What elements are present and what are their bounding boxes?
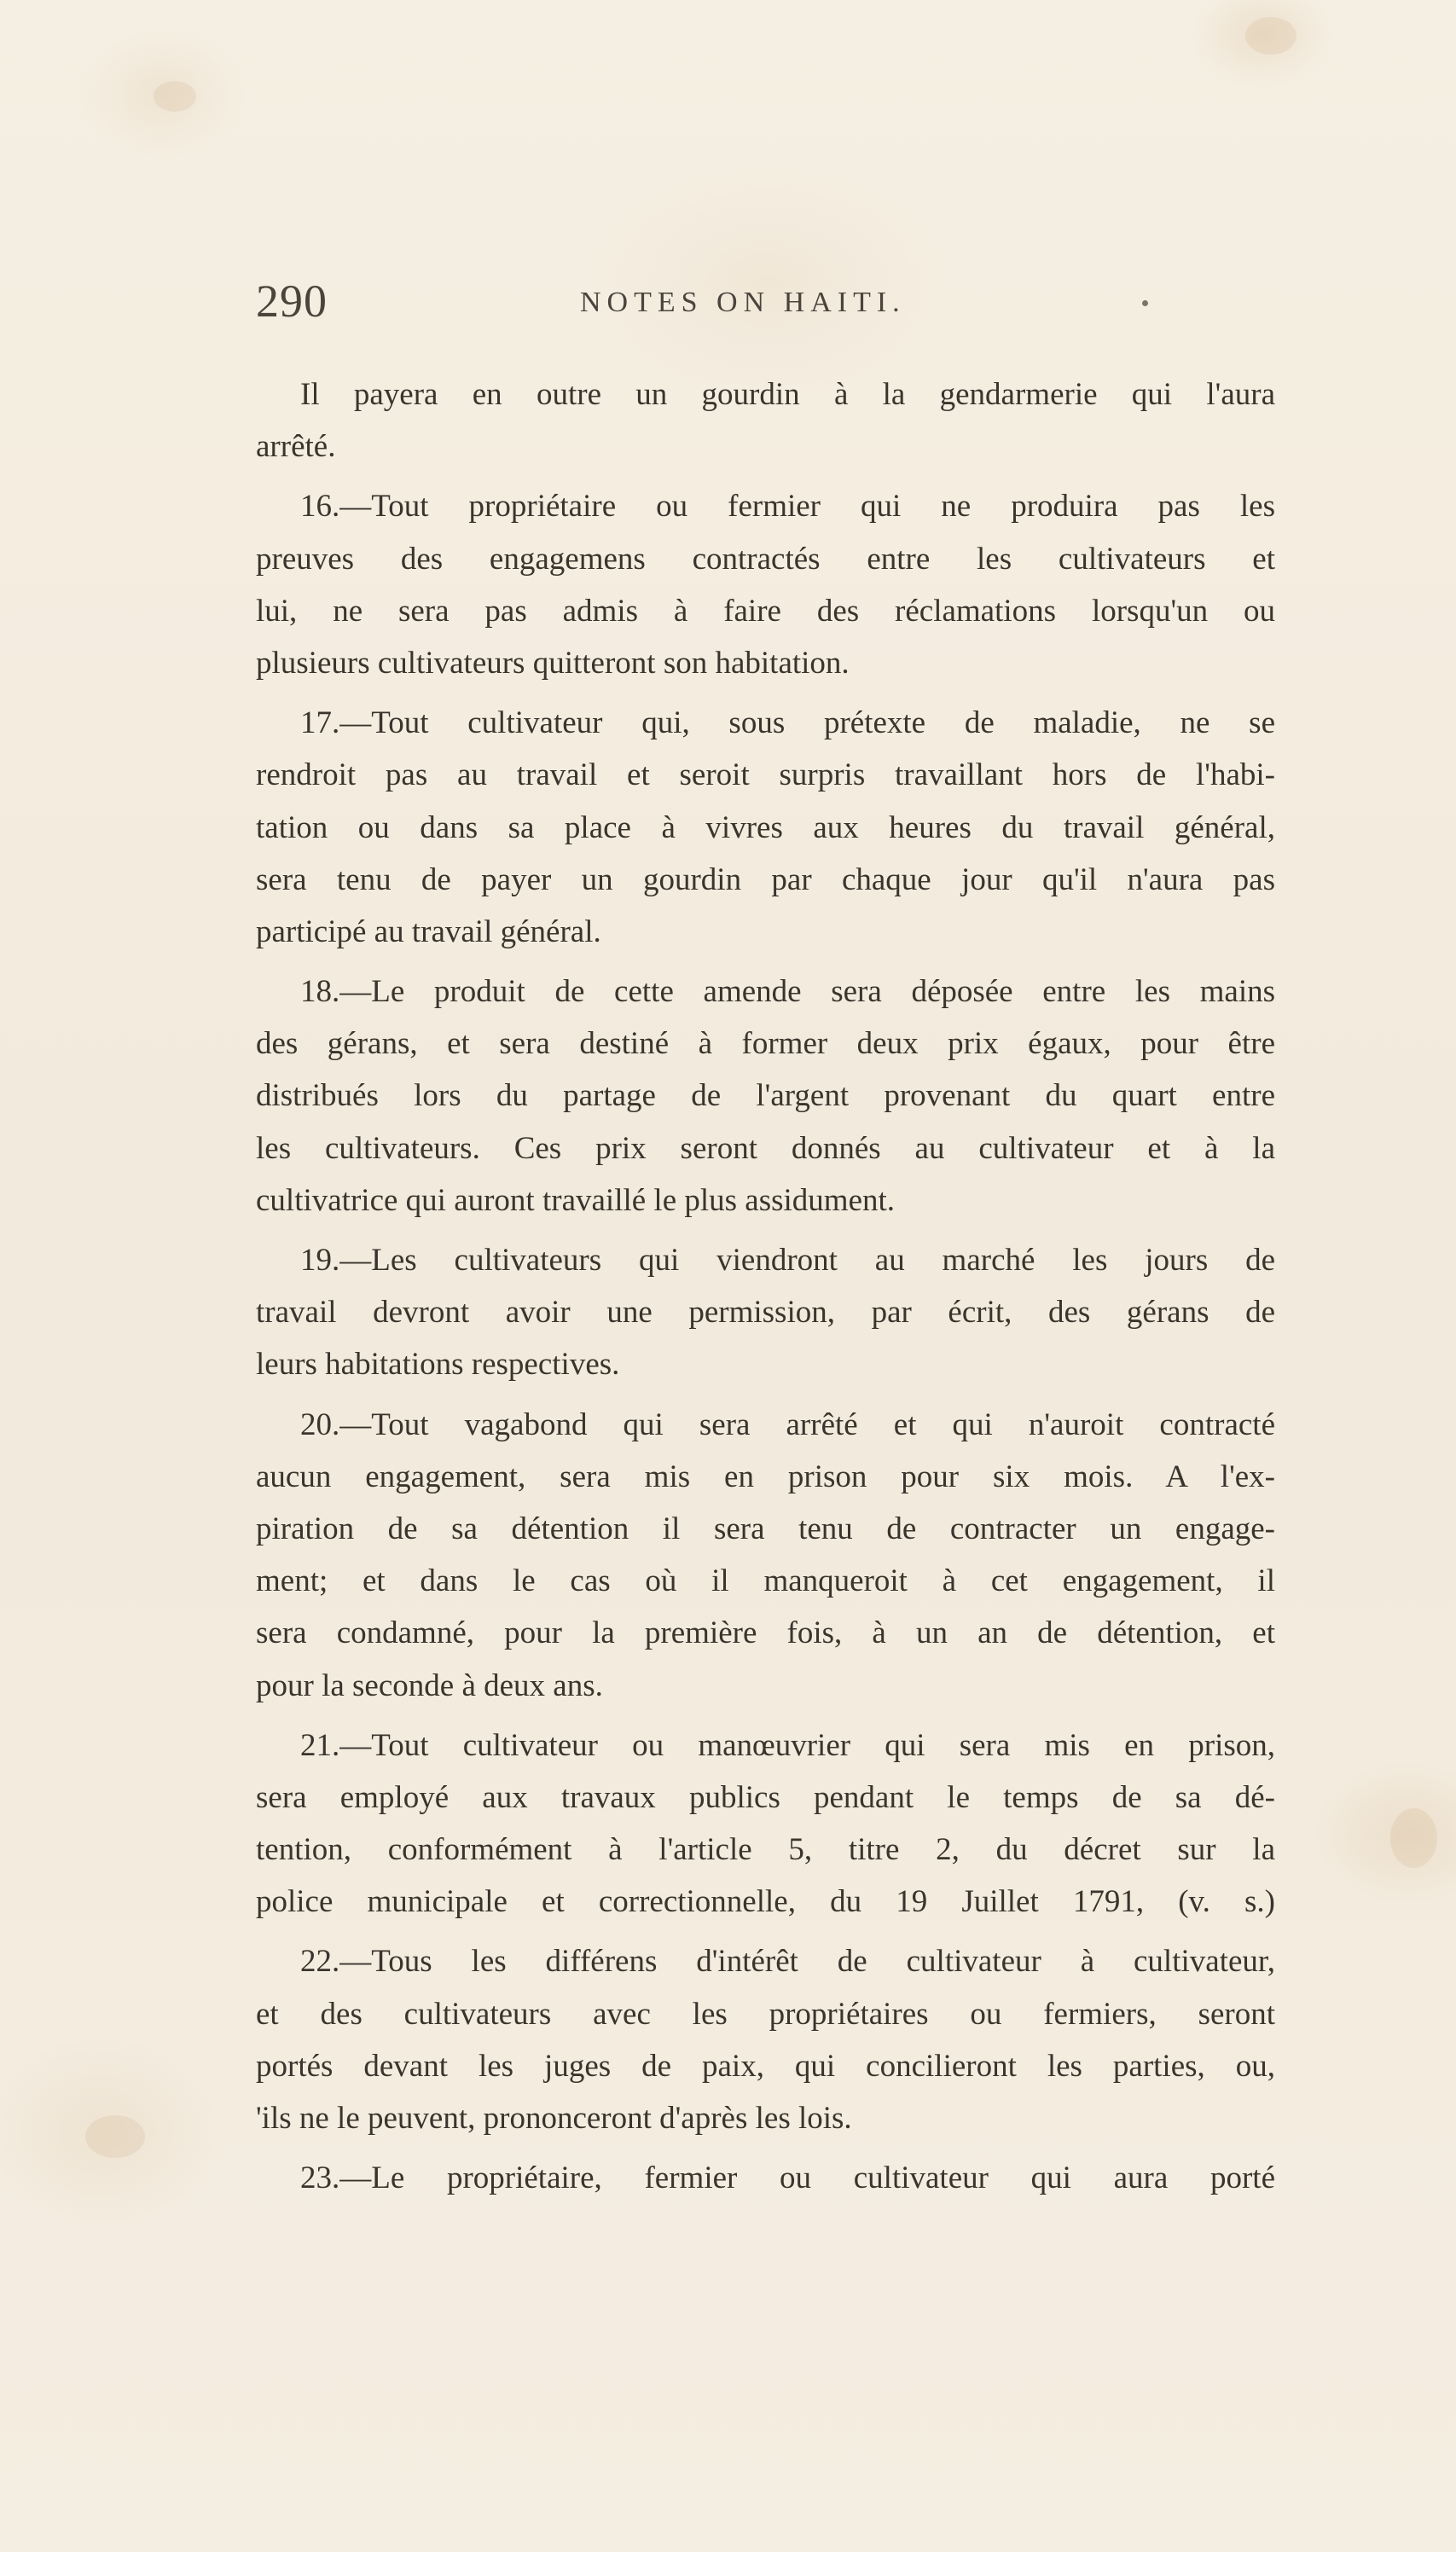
paragraph-gap [256,2144,1275,2152]
paragraph-gap [256,958,1275,966]
text-line: sera employé aux travaux publics pendant le temps de sa dé- [256,1779,1275,1815]
page-number: 290 [256,276,328,327]
text-line: 23.—Le propriétaire, fermier ou cultivateur qui aura porté [300,2160,1275,2196]
paragraph-gap [256,1928,1275,1935]
text-line: portés devant les juges de paix, qui concilieront les parties, ou, [256,2048,1275,2084]
page-header [256,275,1275,334]
paragraph-gap [256,1391,1275,1399]
text-line: tention, conformément à l'article 5, titre 2, du décret sur la [256,1832,1275,1868]
paragraph-gap [256,689,1275,697]
running-title: NOTES ON HAITI. [580,287,906,318]
text-line: 17.—Tout cultivateur qui, sous prétexte de maladie, ne se [300,705,1275,741]
text-line: arrêté. [256,429,336,465]
text-line: ment; et dans le cas où il manqueroit à cet engagement, il [256,1563,1275,1599]
text-line: rendroit pas au travail et seroit surpris travaillant hors de l'habi- [256,757,1275,793]
foxing-spot [154,81,196,112]
text-line: tation ou dans sa place à vivres aux heures du travail général, [256,809,1275,845]
paragraph-gap [256,1712,1275,1720]
text-line: police municipale et correctionnelle, du 19 Juillet 1791, (v. s.) [256,1884,1275,1920]
foxing-spot [1245,17,1296,55]
foxing-spot [1390,1808,1437,1868]
text-line: plusieurs cultivateurs quitteront son habitation. [256,645,850,681]
text-line: distribués lors du partage de l'argent provenant du quart entre [256,1078,1275,1114]
text-line: preuves des engagemens contractés entre les cultivateurs et [256,541,1275,577]
body-text [256,368,1275,2204]
ink-speck [1142,300,1148,306]
text-line: travail devront avoir une permission, par écrit, des gérans de [256,1295,1275,1331]
paragraph-gap [256,1227,1275,1234]
text-line: 18.—Le produit de cette amende sera déposée entre les mains [300,974,1275,1010]
text-line: 'ils ne le peuvent, prononceront d'après les lois. [256,2101,852,2136]
paragraph-gap [256,473,1275,480]
text-line: les cultivateurs. Ces prix seront donnés au cultivateur et à la [256,1130,1275,1166]
text-line: sera tenu de payer un gourdin par chaque jour qu'il n'aura pas [256,861,1275,897]
text-line: des gérans, et sera destiné à former deux prix égaux, pour être [256,1026,1275,1062]
text-line: aucun engagement, sera mis en prison pour six mois. A l'ex- [256,1459,1275,1494]
text-line: pour la seconde à deux ans. [256,1668,603,1703]
text-line: 20.—Tout vagabond qui sera arrêté et qui n'auroit contracté [300,1406,1275,1442]
foxing-spot [85,2115,145,2158]
text-line: sera condamné, pour la première fois, à un an de détention, et [256,1615,1275,1651]
text-line: Il payera en outre un gourdin à la gendarmerie qui l'aura [300,377,1275,412]
text-line: leurs habitations respectives. [256,1347,620,1383]
text-line: et des cultivateurs avec les propriétaires ou fermiers, seront [256,1996,1275,2032]
text-line: participé au travail général. [256,914,601,949]
text-line: 19.—Les cultivateurs qui viendront au marché les jours de [300,1243,1275,1278]
text-line: 16.—Tout propriétaire ou fermier qui ne produira pas les [300,489,1275,525]
text-line: 22.—Tous les différens d'intérêt de cultivateur à cultivateur, [300,1944,1275,1980]
text-line: lui, ne sera pas admis à faire des réclamations lorsqu'un ou [256,593,1275,629]
text-line: 21.—Tout cultivateur ou manœuvrier qui sera mis en prison, [300,1727,1275,1763]
text-line: cultivatrice qui auront travaillé le plus assidument. [256,1182,896,1218]
text-line: piration de sa détention il sera tenu de contracter un engage- [256,1511,1275,1546]
